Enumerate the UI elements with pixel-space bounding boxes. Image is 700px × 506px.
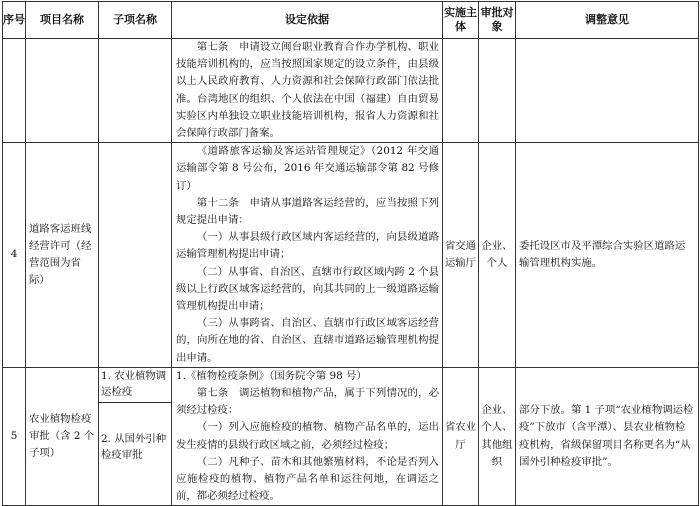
cell-adjustment-opinion: 部分下放。第 1 子项“农业植物调运检疫”下放市（含平潭）、县农业植物检疫机构，省级保留项目名称更名为“从国外引种检疫审批”。 [516,367,699,506]
cell-subitem-name [99,39,172,143]
header-approval-target: 审批对象 [479,2,516,39]
adjustment-table [2,1,699,506]
basis-paragraph: 第十二条 申请从事道路客运经营的，应当按照下列规定提出申请： [176,196,439,227]
cell-implementing-body: 省农业厅 [443,367,479,506]
header-adjustment-opinion: 调整意见 [516,2,699,39]
cell-item-name [26,39,99,143]
basis-paragraph: 第七条 申请设立闽台职业教育合作办学机构、职业技能培训机构的，应当按照国家规定的设立条件，由县级以上人民政府教育、人力资源和社会保障行政部门依法批准。台湾地区的组织、个人依法在中国（福建）自由贸易实验区内单独设立职业技能培训机构，报省人力资源和社会保障行政部门备案。 [176,41,439,140]
cell-seq [3,39,26,143]
header-item-name: 项目名称 [26,2,99,39]
cell-approval-target [479,39,516,143]
cell-basis [172,367,443,506]
header-implementing-body: 实施主体 [443,2,479,39]
cell-basis [172,143,443,368]
basis-paragraph: 《道路旅客运输及客运站管理规定》（2012 年交通运输部令第 8 号公布，2016 年交通运输部令第 82 号修订） [176,145,439,192]
cell-approval-target: 企业、个人 [479,143,516,368]
cell-item-name: 农业植物检疫审批（含 2 个子项） [26,367,99,506]
cell-item-name: 道路客运班线经营许可（经营范围为省际） [26,143,99,368]
table-row [3,367,699,506]
cell-approval-target: 企业、个人、其他组织 [479,367,516,506]
header-seq: 序号 [3,2,26,39]
basis-paragraph: （二）凡种子、苗木和其他繁殖材料，不论是否列入应施检疫的植物、植物产品名单和运往何地，在调运之前，都必须经过检疫。 [176,455,439,503]
basis-paragraph: 第七条 调运植物和植物产品，属于下列情况的，必须经过检疫： [176,387,439,417]
header-subitem-name: 子项名称 [99,2,172,39]
cell-implementing-body: 省交通运输厅 [443,143,479,368]
basis-paragraph: （二）从事省、自治区、直辖市行政区域内跨 2 个县级以上行政区域客运经营的，向其共同的上一级道路运输管理机构提出申请； [176,265,439,313]
cell-subitem-name [99,367,172,506]
header-basis: 设定依据 [172,2,443,39]
cell-basis [172,39,443,143]
cell-seq: 4 [3,143,26,368]
cell-implementing-body [443,39,479,143]
header-row [3,2,699,39]
basis-paragraph: （一）列入应施检疫的植物、植物产品名单的，运出发生疫情的县级行政区域之前，必须经过检疫； [176,421,439,451]
cell-adjustment-opinion: 委托设区市及平潭综合实验区道路运输管理机构实施。 [516,143,699,368]
cell-subitem-name [99,143,172,368]
basis-paragraph: 1.《植物检疫条例》（国务院令第 98 号） [176,369,367,382]
basis-paragraph: （一）从事县级行政区域内客运经营的，向县级道路运输管理机构提出申请； [176,231,439,261]
table-row [3,39,699,143]
cell-seq: 5 [3,367,26,506]
basis-paragraph: （三）从事跨省、自治区、直辖市行政区域客运经营的，向所在地的省、自治区、直辖市道路运输管理机构提出申请。 [176,317,439,364]
cell-adjustment-opinion [516,39,699,143]
table-row [3,143,699,368]
subitem-entry: 1. 农业植物调运检疫 [99,368,171,403]
subitem-entry: 2. 从国外引种检疫审批 [101,432,167,461]
